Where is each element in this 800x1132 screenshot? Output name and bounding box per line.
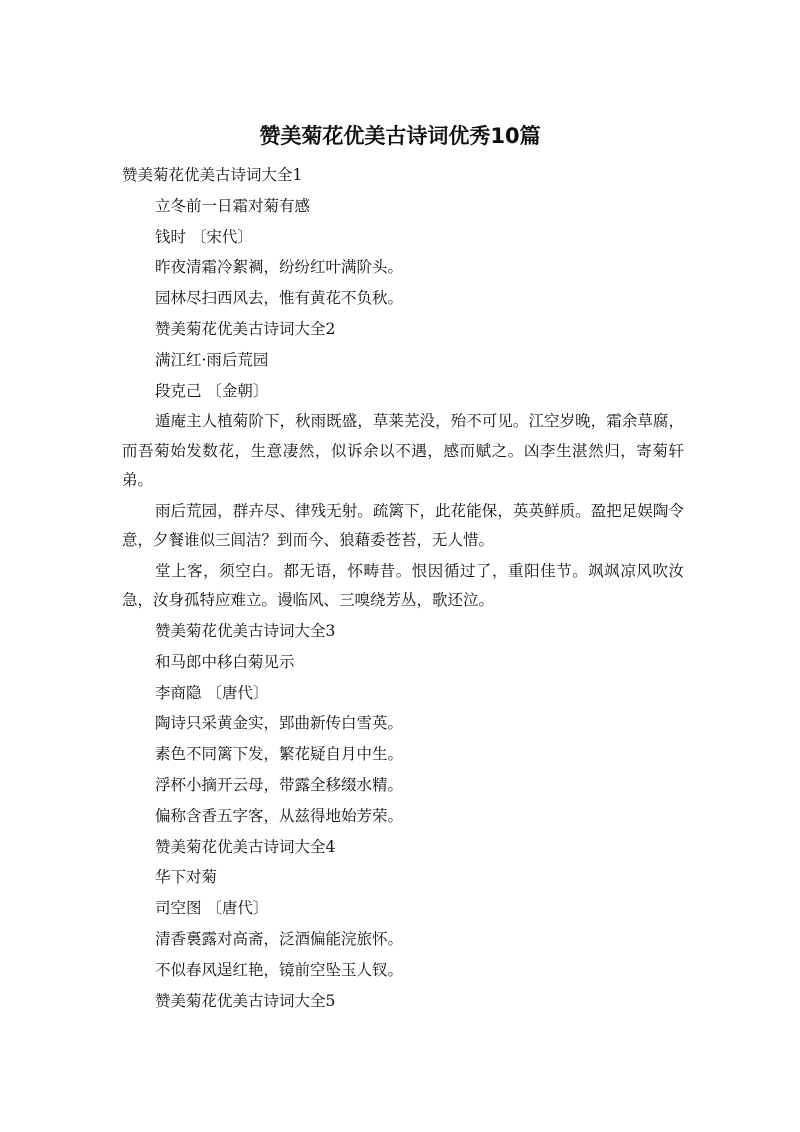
text-line: 华下对菊 <box>155 868 218 887</box>
text-line: 司空图 〔唐代〕 <box>155 899 269 918</box>
text-line: 清香裛露对高斋，泛酒偏能浣旅怀。 <box>155 929 404 948</box>
document-title: 赞美菊花优美古诗词优秀10篇 <box>259 124 541 148</box>
text-line: 赞美菊花优美古诗词大全2 <box>155 319 336 338</box>
text-line: 钱时 〔宋代〕 <box>155 227 253 246</box>
text-line: 浮杯小摘开云母，带露全移缀水精。 <box>155 775 404 794</box>
text-line: 满江红·雨后荒园 <box>155 350 269 369</box>
text-line: 段克己 〔金朝〕 <box>155 381 269 400</box>
document-body <box>122 161 684 1017</box>
text-line: 素色不同篱下发，繁花疑自月中生。 <box>155 745 404 764</box>
text-line: 偏称含香五字客，从兹得地始芳荣。 <box>155 806 404 825</box>
text-line: 园林尽扫西风去，惟有黄花不负秋。 <box>155 289 404 308</box>
text-line: 昨夜清霜冷絮裯，纷纷红叶满阶头。 <box>155 258 404 277</box>
text-line: 陶诗只采黄金实，郢曲新传白雪英。 <box>155 714 404 733</box>
text-line: 赞美菊花优美古诗词大全4 <box>155 837 336 856</box>
text-line: 和马郎中移白菊见示 <box>155 652 295 671</box>
text-line: 李商隐 〔唐代〕 <box>155 683 269 702</box>
text-line: 赞美菊花优美古诗词大全3 <box>155 621 336 640</box>
text-line: 赞美菊花优美古诗词大全1 <box>122 166 303 184</box>
paragraph: 雨后荒园，群卉尽、律残无射。疏篱下，此花能保，英英鲜质。盈把足娱陶令意，夕餐谁似三闾洁？到而今、狼藉委苍苔，无人惜。 <box>122 501 684 550</box>
paragraph: 堂上客，须空白。都无语，怀畴昔。恨因循过了，重阳佳节。飒飒凉风吹汝急，汝身孤特应难立。谩临风、三嗅绕芳丛，歌还泣。 <box>122 561 684 610</box>
text-line: 不似春风逞红艳，镜前空坠玉人钗。 <box>155 960 404 979</box>
paragraph: 遁庵主人植菊阶下，秋雨既盛，草莱芜没，殆不可见。江空岁晚，霜余草腐，而吾菊始发数花，生意凄然，似诉余以不遇，感而赋之。凶李生湛然归，寄菊轩弟。 <box>122 412 684 489</box>
text-line: 立冬前一日霜对菊有感 <box>155 196 311 215</box>
text-line: 赞美菊花优美古诗词大全5 <box>155 991 336 1010</box>
